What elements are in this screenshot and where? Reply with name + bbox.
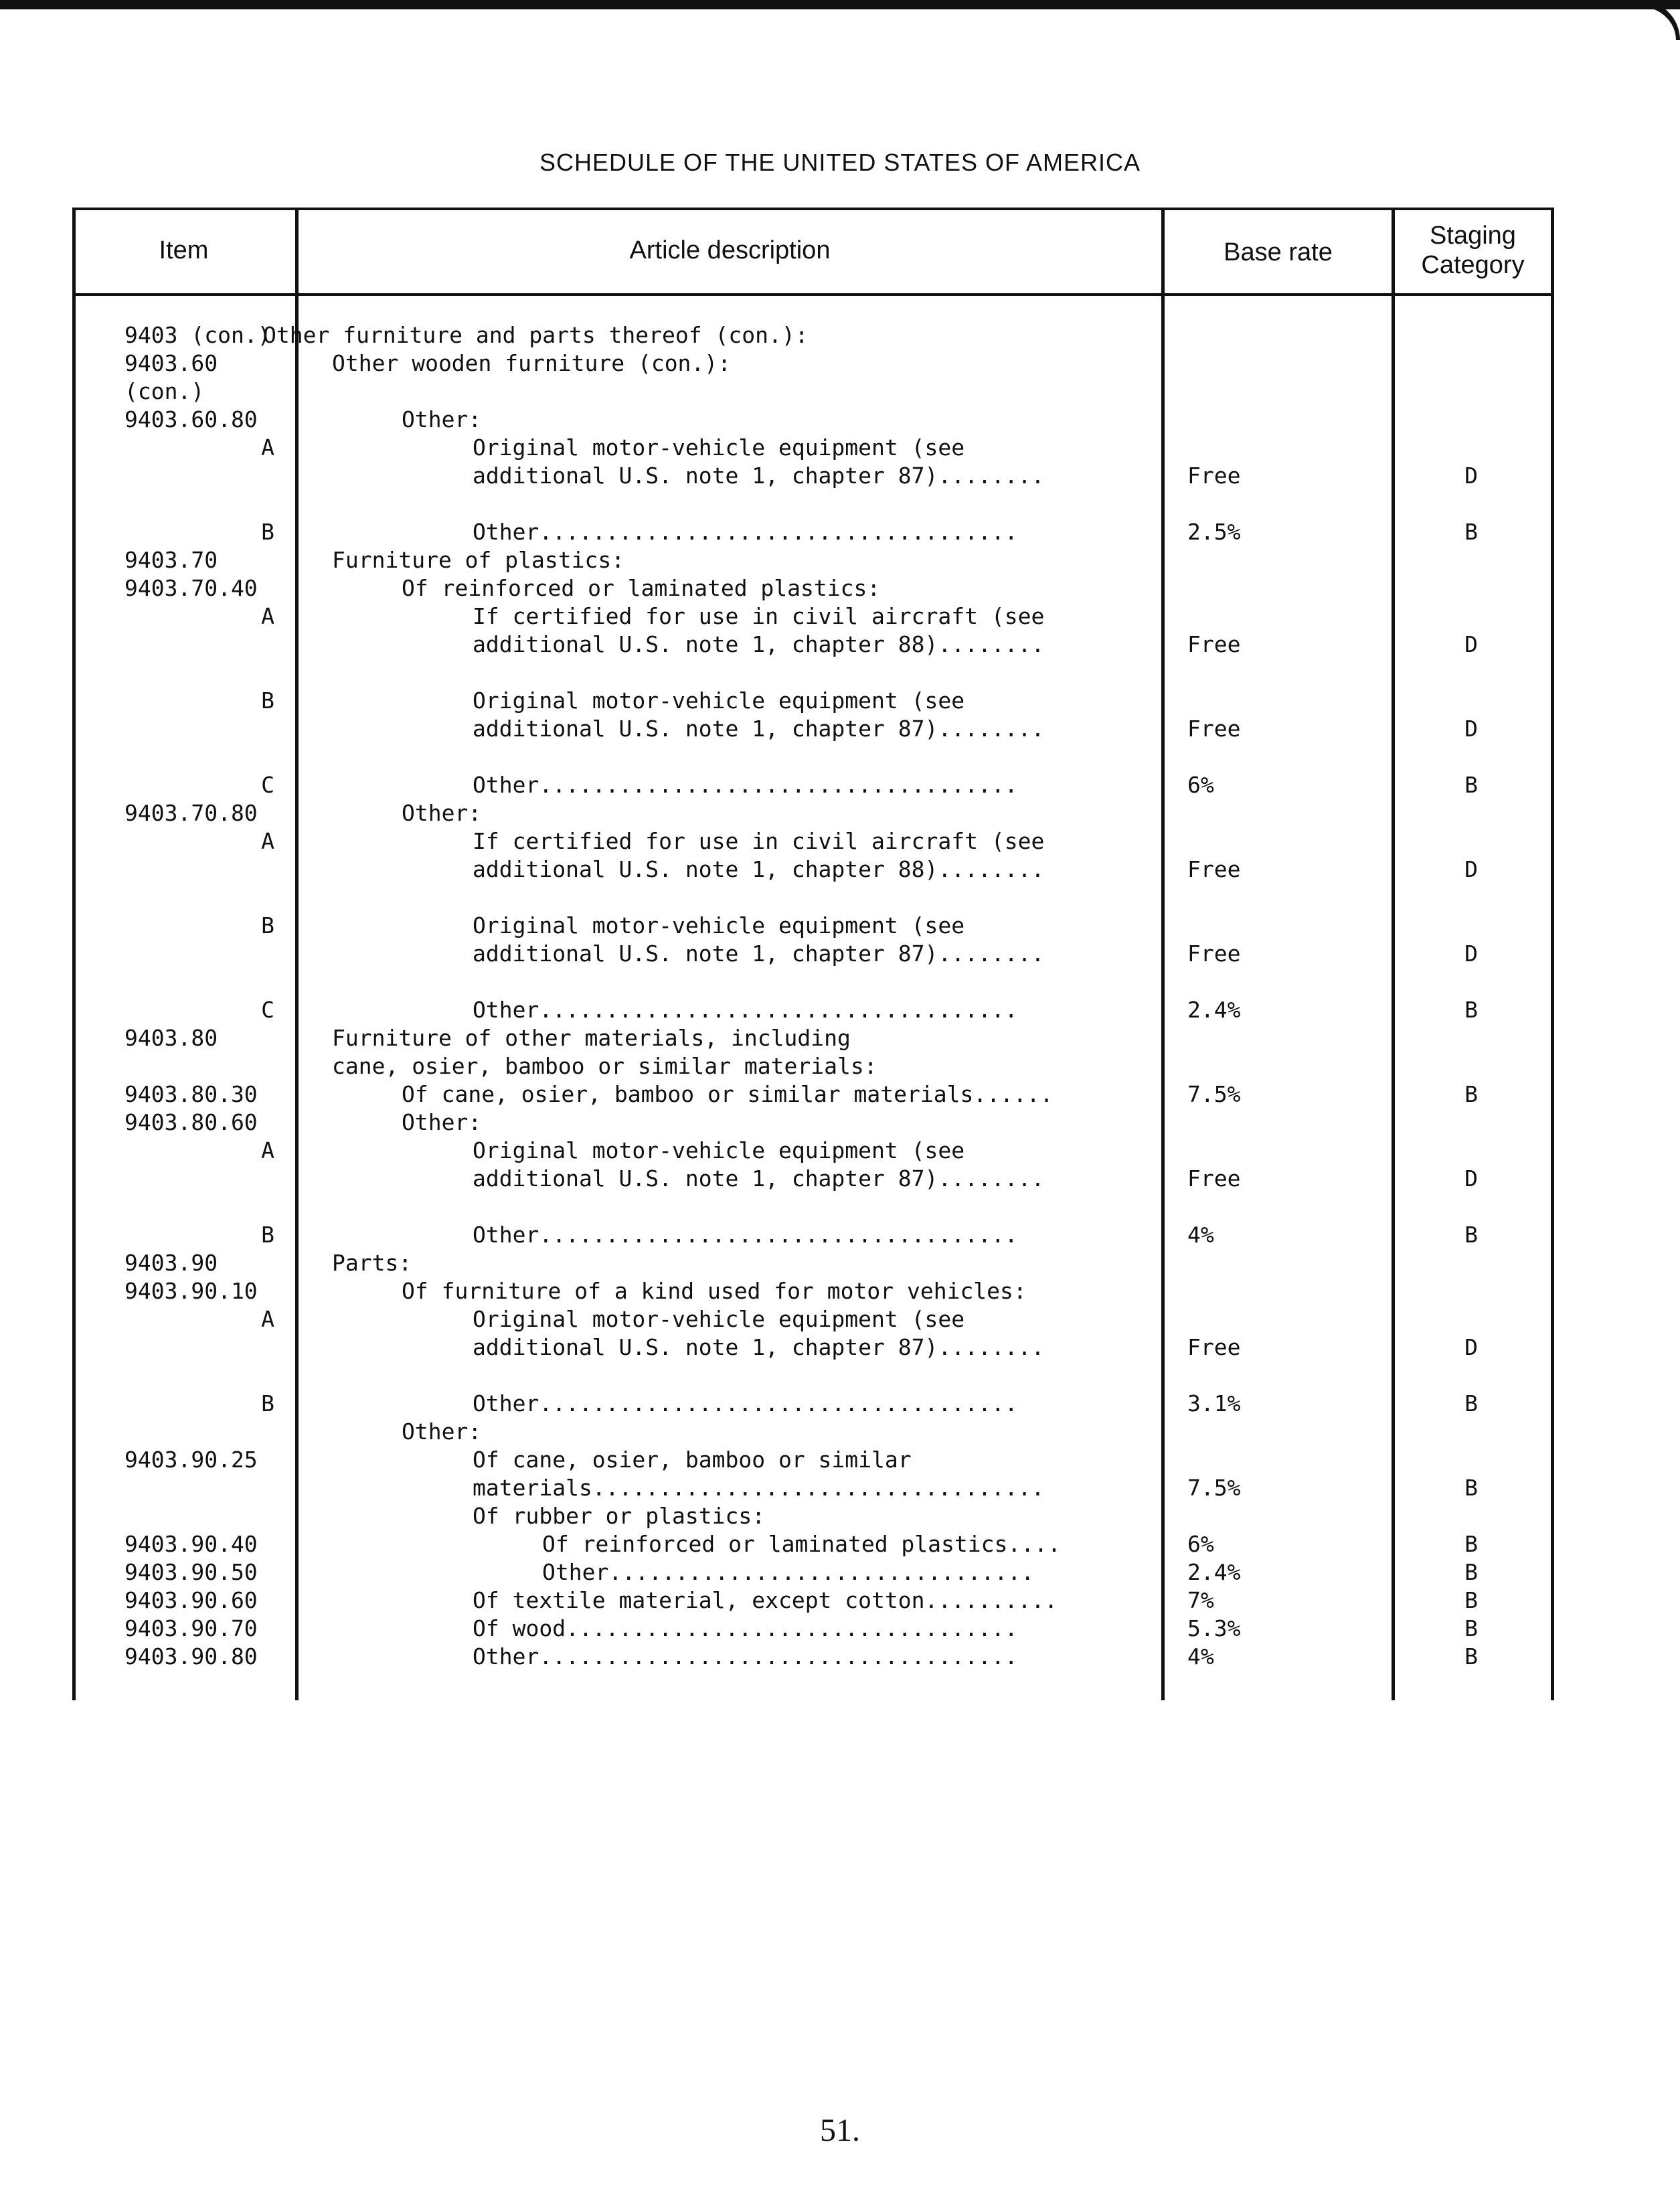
staging-category: B	[1464, 519, 1478, 545]
page-number: 51.	[820, 2113, 860, 2148]
article-description: Other................................	[542, 1559, 1035, 1585]
article-description: Original motor-vehicle equipment (see	[473, 1137, 965, 1163]
article-description: Other....................................	[473, 519, 1018, 545]
base-rate: Free	[1187, 941, 1241, 967]
table-row	[72, 602, 1554, 631]
item-number: 9403.70.80	[124, 800, 258, 826]
staging-category: D	[1464, 716, 1478, 742]
table-row	[72, 1390, 1554, 1418]
table-row	[72, 546, 1554, 574]
base-rate: 3.1%	[1187, 1390, 1241, 1416]
base-rate: Free	[1187, 631, 1241, 657]
table-row	[72, 574, 1554, 602]
article-description: Of cane, osier, bamboo or similar materials......	[402, 1081, 1054, 1107]
article-description: Original motor-vehicle equipment (see	[473, 687, 965, 714]
item-subcode: A	[261, 1306, 274, 1332]
base-rate: Free	[1187, 716, 1241, 742]
table-row	[72, 940, 1554, 968]
article-description: Other:	[402, 406, 482, 432]
article-description: additional U.S. note 1, chapter 88)........	[473, 631, 1045, 657]
table-row	[72, 1586, 1554, 1615]
staging-category: D	[1464, 856, 1478, 882]
article-description: additional U.S. note 1, chapter 87)........	[473, 463, 1045, 489]
item-number: 9403.70	[124, 547, 218, 573]
table-row	[72, 1643, 1554, 1671]
item-subcode: A	[261, 434, 274, 461]
article-description: Other furniture and parts thereof (con.):	[263, 322, 809, 348]
item-number: 9403.60.80	[124, 406, 258, 432]
staging-category: B	[1464, 1643, 1478, 1670]
item-subcode: A	[261, 828, 274, 854]
staging-category: B	[1464, 1390, 1478, 1416]
article-description: Other:	[402, 1418, 482, 1445]
schedule-table	[72, 208, 1554, 1700]
article-description: additional U.S. note 1, chapter 87)........	[473, 1334, 1045, 1360]
table-row	[72, 378, 1554, 406]
table-row	[72, 687, 1554, 715]
item-number: 9403.80.60	[124, 1109, 258, 1135]
article-description: additional U.S. note 1, chapter 87)........	[473, 941, 1045, 967]
header-item: Item	[159, 236, 209, 264]
article-description: Parts:	[332, 1250, 412, 1276]
table-row	[72, 771, 1554, 799]
item-number: 9403.90.80	[124, 1643, 258, 1670]
base-rate: 4%	[1187, 1643, 1214, 1670]
table-row	[72, 1137, 1554, 1165]
table-row	[72, 799, 1554, 827]
table-row	[72, 1277, 1554, 1305]
table-row	[72, 321, 1554, 349]
base-rate: Free	[1187, 463, 1241, 489]
article-description: Furniture of other materials, including	[332, 1025, 851, 1051]
base-rate: 2.4%	[1187, 1559, 1241, 1585]
table-row	[72, 1333, 1554, 1362]
item-number: 9403.60	[124, 350, 218, 376]
table-row	[72, 1221, 1554, 1249]
table-row	[72, 1615, 1554, 1643]
header-staging-category: Staging Category	[1421, 222, 1525, 279]
table-row	[72, 1024, 1554, 1052]
table-row	[72, 1530, 1554, 1558]
staging-category: D	[1464, 941, 1478, 967]
table-row	[72, 406, 1554, 434]
item-number: 9403.90	[124, 1250, 218, 1276]
staging-category: D	[1464, 631, 1478, 657]
item-number: 9403.80.30	[124, 1081, 258, 1107]
base-rate: Free	[1187, 1165, 1241, 1192]
table-row	[72, 1558, 1554, 1586]
article-description: Of reinforced or laminated plastics....	[542, 1531, 1061, 1557]
base-rate: 2.4%	[1187, 997, 1241, 1023]
table-row	[72, 996, 1554, 1024]
table-row	[72, 1109, 1554, 1137]
item-number: 9403 (con.)	[124, 322, 271, 348]
article-description: Other wooden furniture (con.):	[332, 350, 732, 376]
staging-category: D	[1464, 1165, 1478, 1192]
item-subcode: A	[261, 603, 274, 629]
page-title: SCHEDULE OF THE UNITED STATES OF AMERICA	[539, 149, 1141, 176]
staging-category: D	[1464, 1334, 1478, 1360]
article-description: Other....................................	[473, 997, 1018, 1023]
table-row	[72, 349, 1554, 378]
item-subcode: C	[261, 772, 274, 798]
table-row	[72, 1165, 1554, 1193]
item-number: 9403.90.60	[124, 1587, 258, 1613]
article-description: additional U.S. note 1, chapter 87)........	[473, 1165, 1045, 1192]
article-description: If certified for use in civil aircraft (see	[473, 828, 1045, 854]
item-subcode: B	[261, 1222, 274, 1248]
staging-category: B	[1464, 1475, 1478, 1501]
article-description: Other....................................	[473, 1222, 1018, 1248]
table-row	[72, 631, 1554, 659]
table-row	[72, 1080, 1554, 1109]
item-number: 9403.70.40	[124, 575, 258, 601]
table-row	[72, 1502, 1554, 1530]
table-row	[72, 462, 1554, 490]
article-description: Furniture of plastics:	[332, 547, 625, 573]
article-description: additional U.S. note 1, chapter 87)........	[473, 716, 1045, 742]
header-base-rate: Base rate	[1224, 238, 1333, 266]
article-description: Other:	[402, 800, 482, 826]
table-row	[72, 856, 1554, 884]
staging-category: B	[1464, 1222, 1478, 1248]
staging-category: B	[1464, 1615, 1478, 1641]
item-number: 9403.90.10	[124, 1278, 258, 1304]
item-number: 9403.80	[124, 1025, 218, 1051]
scan-top-edge	[0, 0, 1680, 9]
base-rate: 2.5%	[1187, 519, 1241, 545]
article-description: additional U.S. note 1, chapter 88)........	[473, 856, 1045, 882]
item-number: 9403.90.25	[124, 1447, 258, 1473]
article-description: Of reinforced or laminated plastics:	[402, 575, 881, 601]
article-description: Other:	[402, 1109, 482, 1135]
item-subcode: B	[261, 1390, 274, 1416]
article-description: Original motor-vehicle equipment (see	[473, 912, 965, 939]
table-row	[72, 1446, 1554, 1474]
item-subcode: A	[261, 1137, 274, 1163]
base-rate: 5.3%	[1187, 1615, 1241, 1641]
base-rate: 4%	[1187, 1222, 1214, 1248]
staging-category: B	[1464, 1559, 1478, 1585]
table-row	[72, 434, 1554, 462]
article-description: materials..................................	[473, 1475, 1045, 1501]
article-description: Other....................................	[473, 772, 1018, 798]
table-row	[72, 1474, 1554, 1502]
table-row	[72, 1305, 1554, 1333]
table-row	[72, 1249, 1554, 1277]
base-rate: 7.5%	[1187, 1475, 1241, 1501]
base-rate: Free	[1187, 856, 1241, 882]
staging-category: B	[1464, 997, 1478, 1023]
article-description: Other....................................	[473, 1643, 1018, 1670]
table-row	[72, 912, 1554, 940]
staging-category: B	[1464, 1587, 1478, 1613]
item-number: 9403.90.70	[124, 1615, 258, 1641]
article-description: Original motor-vehicle equipment (see	[473, 1306, 965, 1332]
article-description: If certified for use in civil aircraft (see	[473, 603, 1045, 629]
table-row	[72, 715, 1554, 743]
item-number: 9403.90.40	[124, 1531, 258, 1557]
table-row	[72, 827, 1554, 856]
table-row	[72, 518, 1554, 546]
article-description: cane, osier, bamboo or similar materials:	[332, 1053, 877, 1079]
header-description: Article description	[629, 236, 831, 264]
article-description: Of furniture of a kind used for motor vehicles:	[402, 1278, 1027, 1304]
article-description: Of textile material, except cotton..........	[473, 1587, 1058, 1613]
table-body	[72, 321, 1554, 1671]
article-description: Of cane, osier, bamboo or similar	[473, 1447, 912, 1473]
article-description: Of wood..................................	[473, 1615, 1018, 1641]
item-number: (con.)	[124, 378, 205, 404]
item-subcode: B	[261, 912, 274, 939]
item-subcode: B	[261, 519, 274, 545]
staging-category: B	[1464, 772, 1478, 798]
base-rate: 7.5%	[1187, 1081, 1241, 1107]
base-rate: Free	[1187, 1334, 1241, 1360]
table-row	[72, 1052, 1554, 1080]
staging-category: B	[1464, 1531, 1478, 1557]
item-number: 9403.90.50	[124, 1559, 258, 1585]
staging-category: D	[1464, 463, 1478, 489]
base-rate: 6%	[1187, 1531, 1214, 1557]
article-description: Of rubber or plastics:	[473, 1503, 766, 1529]
table-row	[72, 1418, 1554, 1446]
article-description: Original motor-vehicle equipment (see	[473, 434, 965, 461]
base-rate: 6%	[1187, 772, 1214, 798]
staging-category: B	[1464, 1081, 1478, 1107]
base-rate: 7%	[1187, 1587, 1214, 1613]
item-subcode: B	[261, 687, 274, 714]
item-subcode: C	[261, 997, 274, 1023]
article-description: Other....................................	[473, 1390, 1018, 1416]
